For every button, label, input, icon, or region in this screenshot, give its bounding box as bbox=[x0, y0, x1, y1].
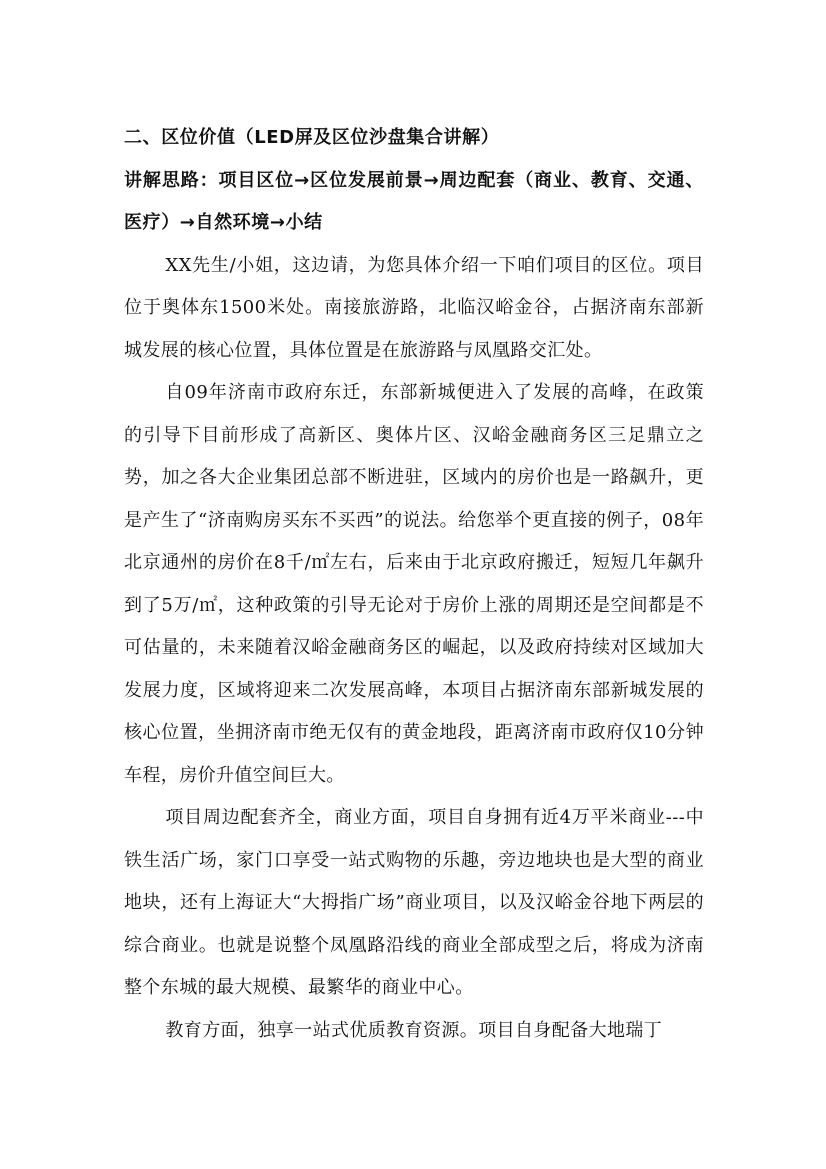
paragraph-location-intro: XX先生/小姐，这边请，为您具体介绍一下咱们项目的区位。项目位于奥体东1500米处。南接旅游路，北临汉峪金谷，占据济南东部新城发展的核心位置，具体位置是在旅游路与凤凰路交汇处。 bbox=[124, 254, 704, 361]
outline-line: 讲解思路：项目区位→区位发展前景→周边配套（商业、教育、交通、医疗）→自然环境→小结 bbox=[124, 169, 704, 233]
document-body bbox=[124, 117, 704, 1052]
paragraph-commercial-facilities: 项目周边配套齐全，商业方面，项目自身拥有近4万平米商业---中铁生活广场，家门口享受一站式购物的乐趣，旁边地块也是大型的商业地块，还有上海证大“大拇指广场”商业项目，以及汉峪金谷地下两层的综合商业。也就是说整个凤凰路沿线的商业全部成型之后，将成为济南整个东城的最大规模、最繁华的商业中心。 bbox=[124, 807, 704, 998]
paragraph-development-prospect: 自09年济南市政府东迁，东部新城便进入了发展的高峰，在政策的引导下目前形成了高新区、奥体片区、汉峪金融商务区三足鼎立之势，加之各大企业集团总部不断进驻，区域内的房价也是一路飙升，更是产生了“济南购房买东不买西”的说法。给您举个更直接的例子，08年北京通州的房价在8千/㎡左右，后来由于北京政府搬迁，短短几年飙升到了5万/㎡，这种政策的引导无论对于房价上涨的周期还是空间都是不可估量的，未来随着汉峪金融商务区的崛起，以及政府持续对区域加大发展力度，区域将迎来二次发展高峰，本项目占据济南东部新城发展的核心位置，坐拥济南市绝无仅有的黄金地段，距离济南市政府仅10分钟车程，房价升值空间巨大。 bbox=[124, 382, 704, 786]
section-title: 二、区位价值（LED屏及区位沙盘集合讲解） bbox=[124, 127, 500, 148]
paragraph-education: 教育方面，独享一站式优质教育资源。项目自身配备大地瑞丁 bbox=[165, 1019, 663, 1041]
